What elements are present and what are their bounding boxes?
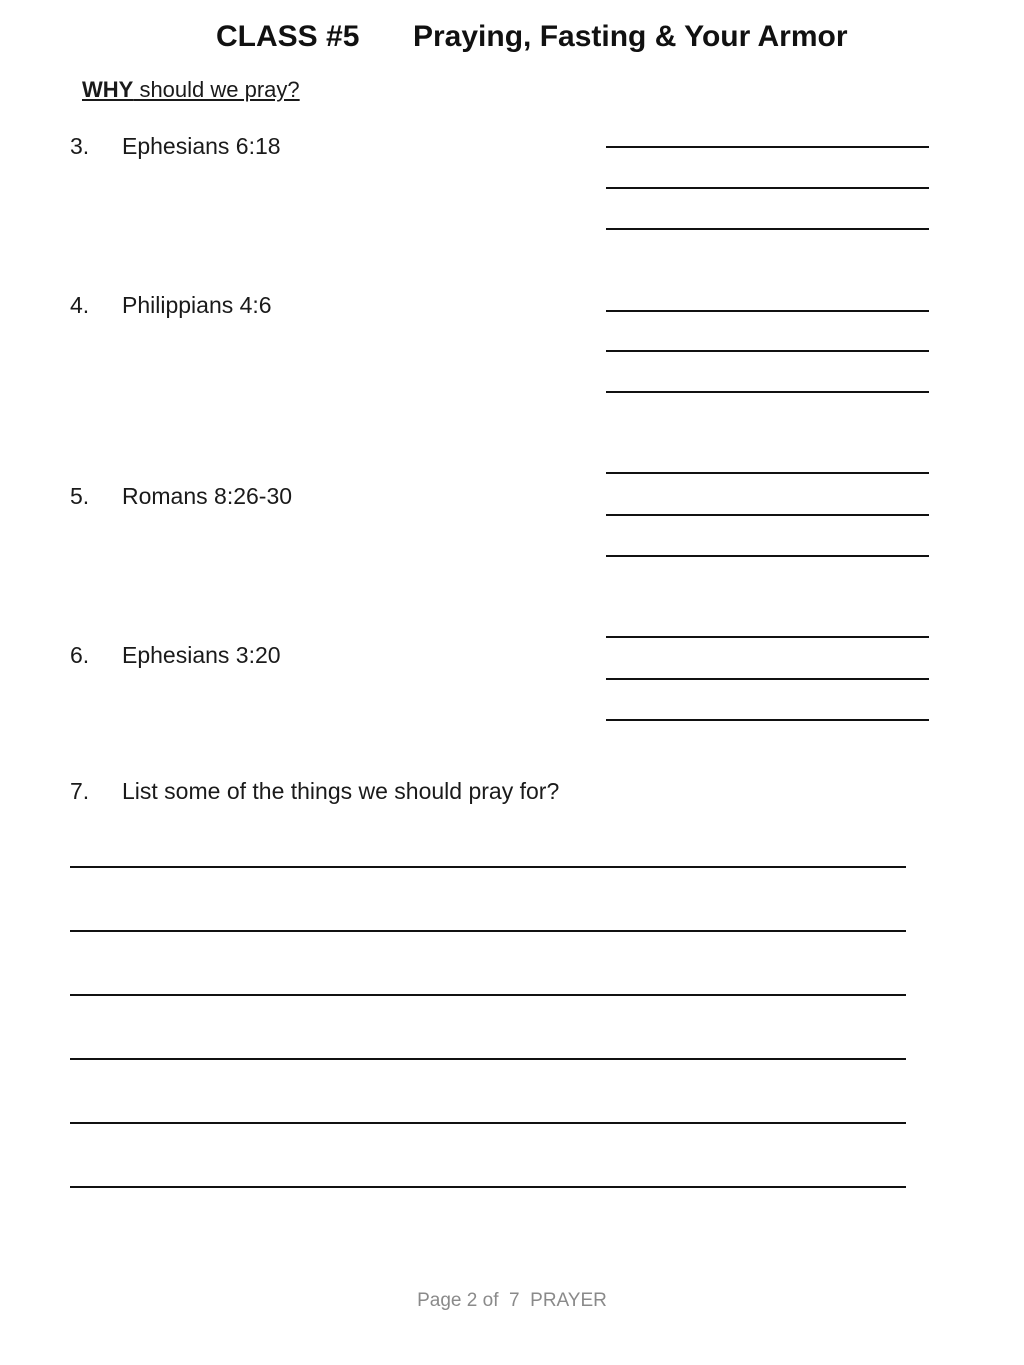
- answer-line[interactable]: [70, 1058, 906, 1060]
- answer-line[interactable]: [606, 310, 929, 312]
- answer-line[interactable]: [606, 472, 929, 474]
- answer-line[interactable]: [606, 350, 929, 352]
- class-topic: Praying, Fasting & Your Armor: [413, 20, 848, 53]
- answer-line[interactable]: [606, 719, 929, 721]
- answer-line[interactable]: [606, 187, 929, 189]
- section-heading-emphasis: WHY: [82, 77, 134, 102]
- answer-line[interactable]: [606, 514, 929, 516]
- question-reference: Romans 8:26-30: [122, 483, 293, 509]
- class-label: CLASS #5: [216, 20, 360, 53]
- answer-line[interactable]: [606, 555, 929, 557]
- page-title: [0, 20, 1024, 60]
- answer-line[interactable]: [70, 1186, 906, 1188]
- answer-line[interactable]: [606, 228, 929, 230]
- answer-line[interactable]: [606, 391, 929, 393]
- section-heading: [82, 77, 300, 103]
- answer-line[interactable]: [606, 146, 929, 148]
- question-number: 4.: [70, 292, 90, 318]
- answer-line[interactable]: [70, 930, 906, 932]
- question-number: 3.: [70, 133, 90, 159]
- question-reference: Philippians 4:6: [122, 292, 272, 318]
- answer-line[interactable]: [606, 636, 929, 638]
- question-number: 7.: [70, 778, 90, 804]
- question-prompt: List some of the things we should pray for?: [122, 778, 560, 804]
- page-footer: Page 2 of 7 PRAYER: [417, 1290, 607, 1311]
- section-heading-text: should we pray?: [133, 77, 300, 102]
- question-number: 5.: [70, 483, 90, 509]
- question-reference: Ephesians 6:18: [122, 133, 281, 159]
- answer-line[interactable]: [70, 1122, 906, 1124]
- answer-line[interactable]: [606, 678, 929, 680]
- answer-line[interactable]: [70, 994, 906, 996]
- answer-line[interactable]: [70, 866, 906, 868]
- question-number: 6.: [70, 642, 90, 668]
- question-reference: Ephesians 3:20: [122, 642, 281, 668]
